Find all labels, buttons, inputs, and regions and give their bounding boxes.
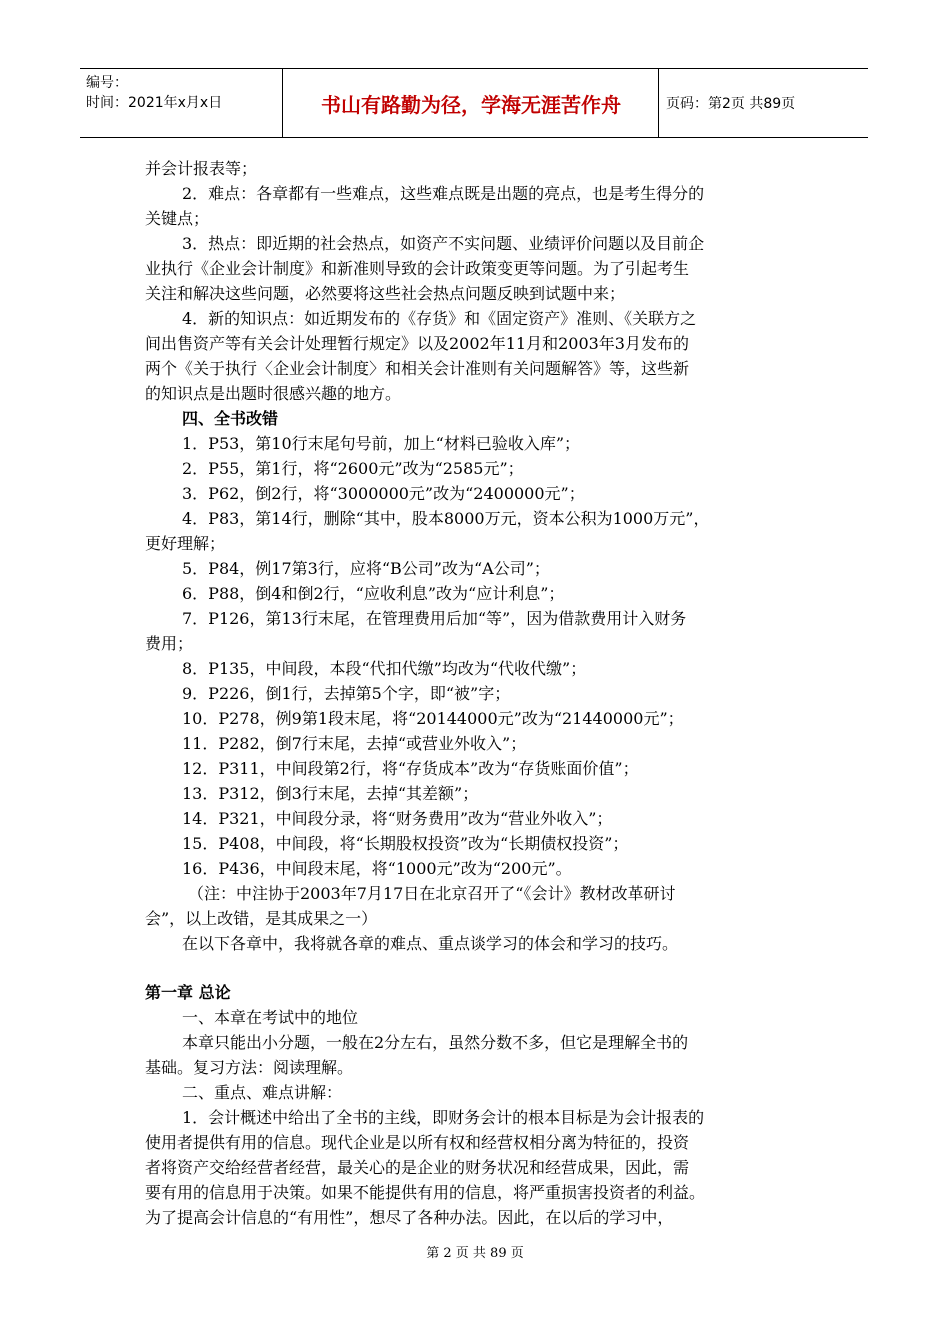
page-header <box>80 68 868 138</box>
paragraph-line: 两个《关于执行〈企业会计制度〉和相关会计准则有关问题解答》等，这些新 <box>145 359 690 378</box>
paragraph-line: 者将资产交给经营者经营，最关心的是企业的财务状况和经营成果，因此，需 <box>145 1158 690 1177</box>
document-body <box>145 156 810 1230</box>
correction-item: 5．P84，例17第3行，应将“B公司”改为“A公司”； <box>182 559 550 578</box>
section-spacer <box>145 956 810 980</box>
paragraph-line: 基础。复习方法：阅读理解。 <box>145 1058 354 1077</box>
paragraph-line: 为了提高会计信息的“有用性”，想尽了各种办法。因此，在以后的学习中， <box>145 1208 674 1227</box>
paragraph-line: 的知识点是出题时很感兴趣的地方。 <box>145 384 402 403</box>
header-divider <box>658 69 659 137</box>
correction-item: 2．P55，第1行，将“2600元”改为“2585元”； <box>182 459 524 478</box>
paragraph-line: 4．新的知识点：如近期发布的《存货》和《固定资产》准则、《关联方之 <box>182 309 697 328</box>
paragraph-line: 3．热点：即近期的社会热点，如资产不实问题、业绩评价问题以及目前企 <box>182 234 705 253</box>
paragraph-line: 使用者提供有用的信息。现代企业是以所有权和经营权相分离为特征的，投资 <box>145 1133 690 1152</box>
paragraph-line: 并会计报表等； <box>145 159 258 178</box>
header-divider <box>282 69 283 137</box>
header-page-info: 页码：第2页 共89页 <box>666 96 796 112</box>
correction-item: 14．P321，中间段分录，将“财务费用”改为“营业外收入”； <box>182 809 613 828</box>
paragraph-line: 在以下各章中，我将就各章的难点、重点谈学习的体会和学习的技巧。 <box>182 934 679 953</box>
correction-item: 更好理解； <box>145 534 226 553</box>
document-date: 时间：2021年x月x日 <box>86 95 223 111</box>
subsection-heading: 一、本章在考试中的地位 <box>182 1008 359 1027</box>
correction-item: 1．P53，第10行末尾句号前，加上“材料已验收入库”； <box>182 434 581 453</box>
correction-item: 9．P226，倒1行，去掉第5个字，即“被”字； <box>182 684 511 703</box>
header-meta <box>86 73 282 113</box>
chapter-title: 第一章 总论 <box>145 983 231 1002</box>
document-number: 编号： <box>86 75 128 91</box>
correction-item: 15．P408，中间段，将“长期股权投资”改为“长期债权投资”； <box>182 834 629 853</box>
correction-item: 3．P62，倒2行，将“3000000元”改为“2400000元”； <box>182 484 585 503</box>
paragraph-line: 间出售资产等有关会计处理暂行规定》以及2002年11月和2003年3月发布的 <box>145 334 689 353</box>
paragraph-line: 2．难点：各章都有一些难点，这些难点既是出题的亮点，也是考生得分的 <box>182 184 705 203</box>
paragraph-line: 关键点； <box>145 209 210 228</box>
page-footer: 第 2 页 共 89 页 <box>426 1246 524 1261</box>
correction-item: 7．P126，第13行末尾，在管理费用后加“等”，因为借款费用计入财务 <box>182 609 687 628</box>
correction-item: 4．P83，第14行，删除“其中，股本8000万元，资本公积为1000万元”， <box>182 509 710 528</box>
paragraph-line: 本章只能出小分题，一般在2分左右，虽然分数不多，但它是理解全书的 <box>182 1033 689 1052</box>
header-motto: 书山有路勤为径，学海无涯苦作舟 <box>321 92 621 117</box>
paragraph-line: 关注和解决这些问题，必然要将这些社会热点问题反映到试题中来； <box>145 284 626 303</box>
paragraph-line: 业执行《企业会计制度》和新准则导致的会计政策变更等问题。为了引起考生 <box>145 259 690 278</box>
correction-item: 费用； <box>145 634 194 653</box>
correction-item: 11．P282，倒7行末尾，去掉“或营业外收入”； <box>182 734 527 753</box>
paragraph-line: 要有用的信息用于决策。如果不能提供有用的信息，将严重损害投资者的利益。 <box>145 1183 706 1202</box>
correction-item: 8．P135，中间段，本段“代扣代缴”均改为“代收代缴”； <box>182 659 587 678</box>
correction-item: 6．P88，倒4和倒2行，“应收利息”改为“应计利息”； <box>182 584 565 603</box>
note-line: （注：中注协于2003年7月17日在北京召开了“《会计》教材改革研讨 <box>188 884 676 903</box>
paragraph-line: 1．会计概述中给出了全书的主线，即财务会计的根本目标是为会计报表的 <box>182 1108 705 1127</box>
section-heading: 四、全书改错 <box>182 409 279 428</box>
correction-item: 13．P312，倒3行末尾，去掉“其差额”； <box>182 784 479 803</box>
correction-item: 10．P278，例9第1段末尾，将“20144000元”改为“21440000元”； <box>182 709 684 728</box>
subsection-heading: 二、重点、难点讲解： <box>182 1083 343 1102</box>
correction-item: 12．P311，中间段第2行，将“存货成本”改为“存货账面价值”； <box>182 759 639 778</box>
correction-item: 16．P436，中间段末尾，将“1000元”改为“200元”。 <box>182 859 572 878</box>
note-line: 会”，以上改错，是其成果之一） <box>145 909 378 928</box>
